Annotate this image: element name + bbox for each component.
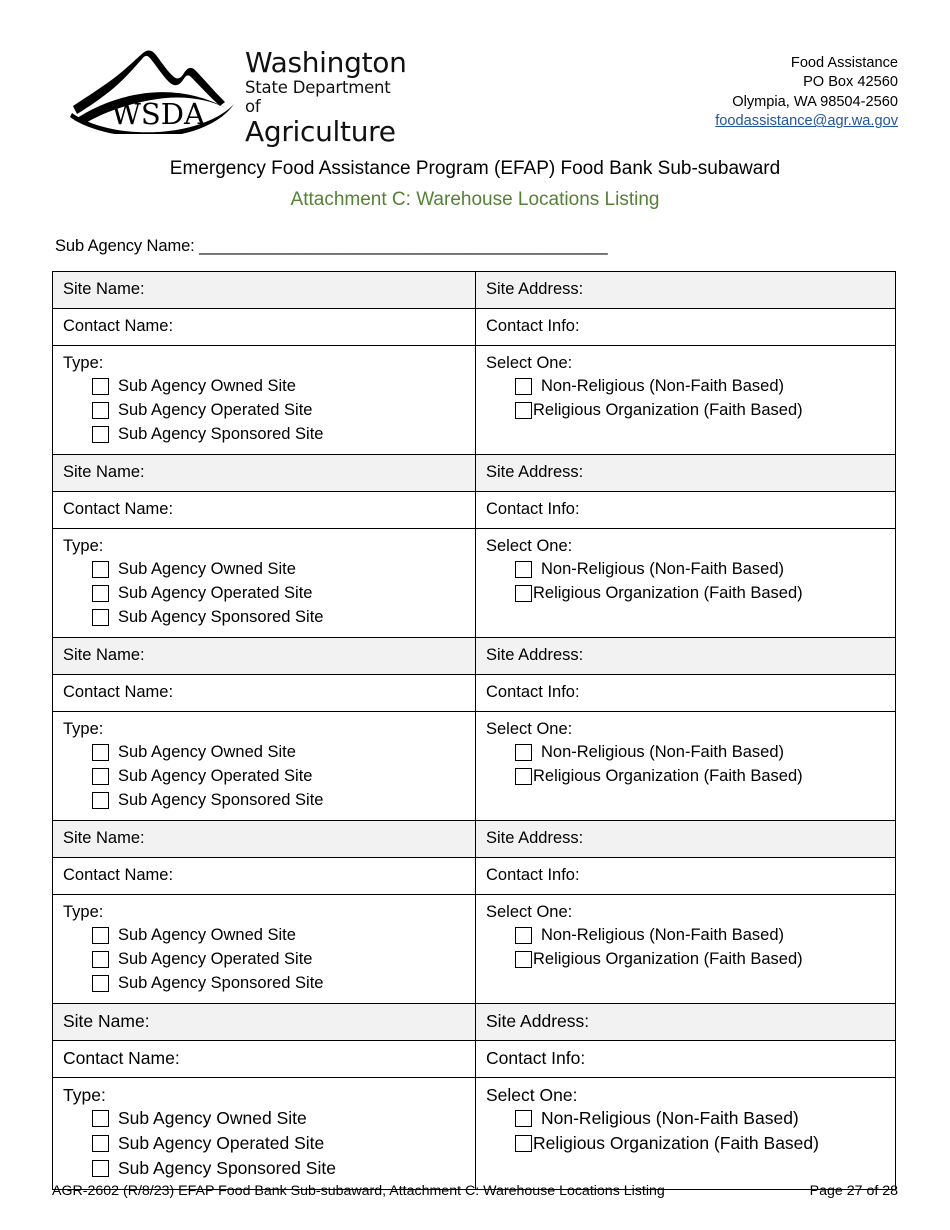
contact-info-cell[interactable] — [476, 309, 896, 346]
list-item[interactable] — [515, 398, 895, 422]
contact-name-label: Contact Name: — [63, 500, 174, 518]
page-header — [52, 44, 898, 148]
logo-line-state-department: State Department of — [245, 78, 391, 116]
select-one-label: Select One: — [486, 354, 573, 372]
site-address-label: Site Address: — [486, 829, 584, 847]
list-item[interactable] — [515, 740, 895, 764]
checkbox-label: Non-Religious (Non-Faith Based) — [541, 1108, 799, 1128]
page-footer — [52, 1183, 898, 1205]
checkbox-label: Sub Agency Owned Site — [118, 1108, 307, 1128]
list-item[interactable] — [92, 605, 475, 629]
table-row — [53, 638, 896, 675]
list-item[interactable] — [515, 581, 895, 605]
list-item[interactable] — [92, 557, 475, 581]
table-row — [53, 821, 896, 858]
contact-info-label: Contact Info: — [486, 317, 580, 335]
table-row — [53, 346, 896, 455]
type-label: Type: — [63, 903, 104, 921]
list-item[interactable] — [92, 923, 475, 947]
list-item[interactable] — [515, 1131, 895, 1156]
type-cell[interactable] — [53, 895, 476, 1004]
contact-name-cell[interactable] — [53, 675, 476, 712]
wsda-acronym-text: WSDA — [111, 97, 205, 131]
checkbox-icon[interactable] — [92, 426, 109, 443]
type-cell[interactable] — [53, 346, 476, 455]
table-row — [53, 455, 896, 492]
list-item[interactable] — [92, 764, 475, 788]
site-name-label: Site Name: — [63, 1011, 150, 1031]
list-item[interactable] — [92, 947, 475, 971]
page-title: Emergency Food Assistance Program (EFAP) Food Bank Sub-subaward — [169, 158, 781, 179]
checkbox-label: Sub Agency Owned Site — [118, 743, 296, 761]
type-label: Type: — [63, 537, 104, 555]
checkbox-icon[interactable] — [515, 951, 532, 968]
contact-name-label: Contact Name: — [63, 866, 174, 884]
list-item[interactable] — [92, 1156, 475, 1181]
contact-info-label: Contact Info: — [486, 500, 580, 518]
site-name-label: Site Name: — [63, 646, 145, 664]
checkbox-icon[interactable] — [515, 768, 532, 785]
list-item[interactable] — [515, 947, 895, 971]
contact-info-cell[interactable] — [476, 675, 896, 712]
select-one-cell[interactable] — [476, 529, 896, 638]
checkbox-icon[interactable] — [92, 585, 109, 602]
site-address-cell[interactable] — [476, 638, 896, 675]
checkbox-icon[interactable] — [515, 1110, 532, 1127]
select-one-cell[interactable] — [476, 1078, 896, 1190]
type-cell[interactable] — [53, 1078, 476, 1190]
site-name-cell[interactable] — [53, 821, 476, 858]
table-row — [53, 272, 896, 309]
checkbox-label: Sub Agency Operated Site — [118, 767, 313, 785]
checkbox-icon[interactable] — [92, 1135, 109, 1152]
footer-page-number: Page 27 of 28 — [809, 1183, 898, 1199]
contact-name-cell[interactable] — [53, 858, 476, 895]
checkbox-icon[interactable] — [515, 744, 532, 761]
type-label: Type: — [63, 1085, 106, 1105]
agency-address-block — [715, 54, 898, 132]
site-name-label: Site Name: — [63, 280, 145, 298]
site-name-cell[interactable] — [53, 272, 476, 309]
site-address-cell[interactable] — [476, 455, 896, 492]
list-item[interactable] — [92, 374, 475, 398]
footer-form-id: AGR-2602 (R/8/23) EFAP Food Bank Sub-subaward, Attachment C: Warehouse Locations Listing — [52, 1183, 665, 1199]
site-name-label: Site Name: — [63, 829, 145, 847]
address-line-program: Food Assistance — [790, 55, 898, 71]
checkbox-label: Non-Religious (Non-Faith Based) — [541, 377, 785, 395]
list-item[interactable] — [515, 923, 895, 947]
select-one-label: Select One: — [486, 537, 573, 555]
checkbox-label: Religious Organization (Faith Based) — [533, 401, 803, 419]
checkbox-icon[interactable] — [92, 927, 109, 944]
checkbox-label: Non-Religious (Non-Faith Based) — [541, 743, 785, 761]
checkbox-icon[interactable] — [92, 1160, 109, 1177]
table-row — [53, 529, 896, 638]
checkbox-label: Non-Religious (Non-Faith Based) — [541, 926, 785, 944]
select-one-label: Select One: — [486, 720, 573, 738]
checkbox-label: Religious Organization (Faith Based) — [533, 1133, 819, 1153]
select-one-cell[interactable] — [476, 712, 896, 821]
checkbox-label: Non-Religious (Non-Faith Based) — [541, 560, 785, 578]
contact-info-cell[interactable] — [476, 858, 896, 895]
table-row — [53, 895, 896, 1004]
site-address-cell[interactable] — [476, 821, 896, 858]
logo-line-washington: Washington — [245, 46, 407, 79]
checkbox-icon[interactable] — [92, 975, 109, 992]
table-row — [53, 309, 896, 346]
table-row — [53, 1041, 896, 1078]
list-item[interactable] — [515, 557, 895, 581]
list-item[interactable] — [92, 788, 475, 812]
table-row — [53, 1004, 896, 1041]
checkbox-icon[interactable] — [92, 378, 109, 395]
site-address-cell[interactable] — [476, 272, 896, 309]
checkbox-icon[interactable] — [92, 744, 109, 761]
checkbox-icon[interactable] — [515, 378, 532, 395]
checkbox-label: Sub Agency Operated Site — [118, 584, 313, 602]
checkbox-label: Sub Agency Sponsored Site — [118, 1158, 336, 1178]
wsda-wordmark — [245, 48, 405, 147]
contact-info-label: Contact Info: — [486, 1048, 586, 1068]
checkbox-icon[interactable] — [92, 402, 109, 419]
wsda-mountain-logo-icon — [70, 46, 237, 134]
type-label: Type: — [63, 720, 104, 738]
contact-info-label: Contact Info: — [486, 683, 580, 701]
checkbox-label: Religious Organization (Faith Based) — [533, 584, 803, 602]
checkbox-label: Sub Agency Owned Site — [118, 560, 296, 578]
warehouse-locations-table — [52, 271, 896, 1190]
checkbox-label: Sub Agency Sponsored Site — [118, 608, 324, 626]
wsda-logo — [70, 44, 407, 148]
list-item[interactable] — [92, 398, 475, 422]
contact-name-cell[interactable] — [53, 309, 476, 346]
checkbox-label: Sub Agency Operated Site — [118, 401, 313, 419]
type-label: Type: — [63, 354, 104, 372]
contact-name-label: Contact Name: — [63, 317, 174, 335]
site-address-label: Site Address: — [486, 1011, 590, 1031]
site-name-cell[interactable] — [53, 638, 476, 675]
address-line-city: Olympia, WA 98504-2560 — [732, 93, 898, 110]
list-item[interactable] — [92, 1106, 475, 1131]
contact-info-cell[interactable] — [476, 1041, 896, 1078]
sub-agency-name-field[interactable]: Sub Agency Name: _____________________________________________ — [55, 237, 608, 255]
checkbox-icon[interactable] — [515, 561, 532, 578]
table-row — [53, 712, 896, 821]
logo-line-agriculture: Agriculture — [245, 115, 396, 148]
table-row — [53, 675, 896, 712]
list-item[interactable] — [515, 1106, 895, 1131]
select-one-cell[interactable] — [476, 346, 896, 455]
checkbox-icon[interactable] — [515, 585, 532, 602]
site-address-label: Site Address: — [486, 463, 584, 481]
checkbox-icon[interactable] — [92, 1110, 109, 1127]
site-address-label: Site Address: — [486, 280, 584, 298]
contact-name-label: Contact Name: — [63, 683, 174, 701]
list-item[interactable] — [515, 374, 895, 398]
contact-name-cell[interactable] — [53, 1041, 476, 1078]
checkbox-label: Sub Agency Sponsored Site — [118, 974, 324, 992]
table-body — [53, 272, 896, 1190]
list-item[interactable] — [92, 581, 475, 605]
site-name-cell[interactable] — [53, 1004, 476, 1041]
checkbox-icon[interactable] — [92, 768, 109, 785]
checkbox-icon[interactable] — [515, 402, 532, 419]
address-email-link[interactable]: foodassistance@agr.wa.gov — [715, 113, 898, 130]
checkbox-icon[interactable] — [92, 609, 109, 626]
list-item[interactable] — [92, 971, 475, 995]
select-one-cell[interactable] — [476, 895, 896, 1004]
type-cell[interactable] — [53, 529, 476, 638]
checkbox-icon[interactable] — [515, 927, 532, 944]
contact-name-label: Contact Name: — [63, 1048, 180, 1068]
type-cell[interactable] — [53, 712, 476, 821]
checkbox-icon[interactable] — [92, 792, 109, 809]
contact-info-cell[interactable] — [476, 492, 896, 529]
checkbox-label: Sub Agency Owned Site — [118, 377, 296, 395]
checkbox-icon[interactable] — [92, 561, 109, 578]
checkbox-label: Sub Agency Owned Site — [118, 926, 296, 944]
checkbox-icon[interactable] — [515, 1135, 532, 1152]
checkbox-label: Sub Agency Sponsored Site — [118, 425, 324, 443]
checkbox-label: Sub Agency Sponsored Site — [118, 791, 324, 809]
table-row — [53, 1078, 896, 1190]
select-one-label: Select One: — [486, 1085, 578, 1105]
table-row — [53, 492, 896, 529]
list-item[interactable] — [92, 422, 475, 446]
checkbox-label: Sub Agency Operated Site — [118, 1133, 325, 1153]
checkbox-label: Religious Organization (Faith Based) — [533, 950, 803, 968]
site-name-cell[interactable] — [53, 455, 476, 492]
site-address-label: Site Address: — [486, 646, 584, 664]
page-subtitle: Attachment C: Warehouse Locations Listing — [290, 189, 660, 210]
checkbox-icon[interactable] — [92, 951, 109, 968]
table-row — [53, 858, 896, 895]
list-item[interactable] — [92, 740, 475, 764]
site-address-cell[interactable] — [476, 1004, 896, 1041]
list-item[interactable] — [92, 1131, 475, 1156]
address-line-pobox: PO Box 42560 — [803, 74, 898, 91]
select-one-label: Select One: — [486, 903, 573, 921]
site-name-label: Site Name: — [63, 463, 145, 481]
checkbox-label: Religious Organization (Faith Based) — [533, 767, 803, 785]
contact-info-label: Contact Info: — [486, 866, 580, 884]
checkbox-label: Sub Agency Operated Site — [118, 950, 313, 968]
contact-name-cell[interactable] — [53, 492, 476, 529]
list-item[interactable] — [515, 764, 895, 788]
